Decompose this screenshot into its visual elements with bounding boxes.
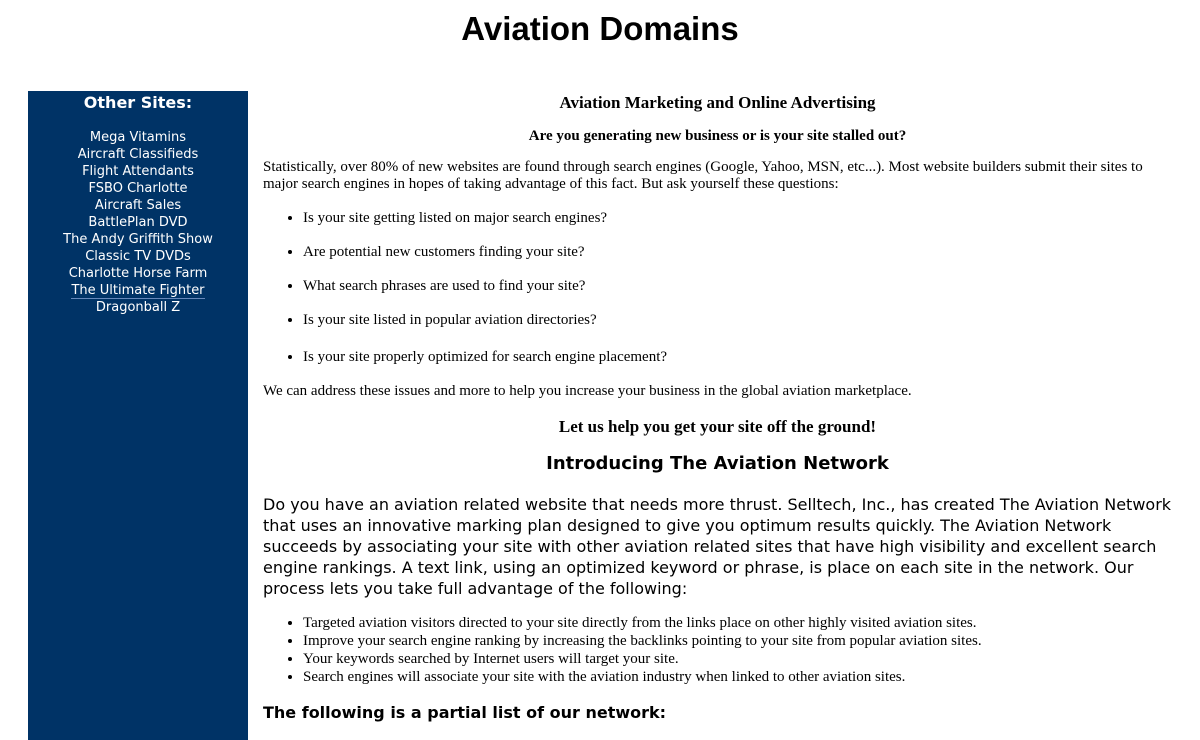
list-item: • Are potential new customers finding your site? <box>303 244 1172 261</box>
sidebar-link-fsbo-charlotte[interactable]: FSBO Charlotte <box>88 181 188 196</box>
list-item: • Search engines will associate your site with the aviation industry when linked to other aviation sites. <box>303 668 1172 686</box>
sidebar-link-aircraft-classifieds[interactable]: Aircraft Classifieds <box>77 147 199 162</box>
site-title: Aviation Domains <box>461 10 739 47</box>
list-item: • Improve your search engine ranking by increasing the backlinks pointing to your site from popular aviation sites. <box>303 632 1172 650</box>
sidebar-heading: Other Sites: <box>83 93 193 112</box>
list-item: • Is your site properly optimized for search engine placement? <box>303 349 1172 366</box>
list-item: • What search phrases are used to find your site? <box>303 278 1172 295</box>
sidebar-link-list <box>28 129 248 316</box>
sidebar-link-ultimate-fighter-label: The Ultimate Fighter <box>71 283 205 298</box>
main-content <box>263 91 1172 724</box>
sidebar-link-charlotte-horse-farm[interactable]: Charlotte Horse Farm <box>68 266 208 281</box>
list-item: • Targeted aviation visitors directed to your site directly from the links place on other highly visited aviation sites. <box>303 614 1172 632</box>
partial-list-heading: The following is a partial list of our network: <box>263 703 667 722</box>
question-heading: Are you generating new business or is your site stalled out? <box>528 128 907 144</box>
sidebar-link-battleplan-dvd[interactable]: BattlePlan DVD <box>88 215 188 230</box>
statistics-paragraph: Statistically, over 80% of new websites are found through search engines (Google, Yahoo, MSN, etc...). Most website builders submit their sites to major search engines in hopes of taking advantage of this fact. But ask yourself these questions: <box>263 159 1143 192</box>
list-item: • Is your site listed in popular aviation directories? <box>303 312 1172 329</box>
list-item: • Is your site getting listed on major search engines? <box>303 210 1172 227</box>
sidebar-link-aircraft-sales[interactable]: Aircraft Sales <box>94 198 182 213</box>
marketing-heading: Aviation Marketing and Online Advertising <box>559 93 876 112</box>
sidebar-link-dragonball-z[interactable]: Dragonball Z <box>95 300 181 315</box>
sidebar-link-ultimate-fighter[interactable] <box>28 282 248 299</box>
sidebar-other-sites <box>28 91 248 740</box>
sidebar-link-classic-tv-dvds[interactable]: Classic TV DVDs <box>85 249 191 264</box>
address-paragraph: We can address these issues and more to help you increase your business in the global aviation marketplace. <box>263 383 912 399</box>
help-heading: Let us help you get your site off the ground! <box>558 417 877 436</box>
questions-list <box>263 210 1172 366</box>
sidebar-link-mega-vitamins[interactable]: Mega Vitamins <box>89 130 187 145</box>
benefits-list <box>263 614 1172 686</box>
sidebar-link-flight-attendants[interactable]: Flight Attendants <box>82 164 194 179</box>
list-item: • Your keywords searched by Internet users will target your site. <box>303 650 1172 668</box>
intro-paragraph: Do you have an aviation related website that needs more thrust. Selltech, Inc., has created The Aviation Network that uses an innovative marking plan designed to give you optimum results quickly. The Aviation Network succeeds by associating your site with other aviation related sites that have high visibility and excellent search engine rankings. A text link, using an optimized keyword or phrase, is place on each site in the network. Our process lets you take full advantage of the following: <box>263 495 1172 598</box>
sidebar-link-andy-griffith-show[interactable]: The Andy Griffith Show <box>63 232 213 247</box>
intro-heading: Introducing The Aviation Network <box>546 453 889 474</box>
